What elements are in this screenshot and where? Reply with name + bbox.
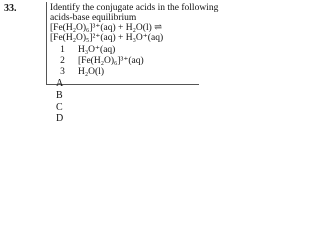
list-item	[47, 45, 115, 55]
answer-option-a[interactable]: A	[56, 78, 64, 89]
list-item-text: H₃O⁺(aq)	[78, 45, 116, 55]
list-item-text: [Fe(H₂O)₆]³⁺(aq)	[78, 56, 144, 66]
answer-option-c[interactable]: C	[56, 102, 63, 113]
question-box	[46, 2, 219, 85]
question-prompt-line-1: Identify the conjugate acids in the following	[50, 3, 219, 13]
answer-option-d[interactable]: D	[56, 113, 64, 124]
list-item-number: 1	[60, 45, 65, 55]
equation-line-1: [Fe(H₂O)₆]³⁺(aq) + H₂O(l) ⇌	[50, 23, 163, 33]
list-item	[47, 67, 104, 77]
list-item	[47, 56, 144, 66]
answer-option-b[interactable]: B	[56, 90, 63, 101]
list-item-number: 2	[60, 56, 65, 66]
list-item-number: 3	[60, 67, 65, 77]
question-prompt-line-2: acids-base equilibrium	[50, 13, 137, 23]
list-item-text: H₂O(l)	[78, 67, 104, 77]
question-number: 33.	[4, 3, 17, 14]
equation-line-2: [Fe(H₂O)₅]²⁺(aq) + H₃O⁺(aq)	[50, 33, 164, 43]
